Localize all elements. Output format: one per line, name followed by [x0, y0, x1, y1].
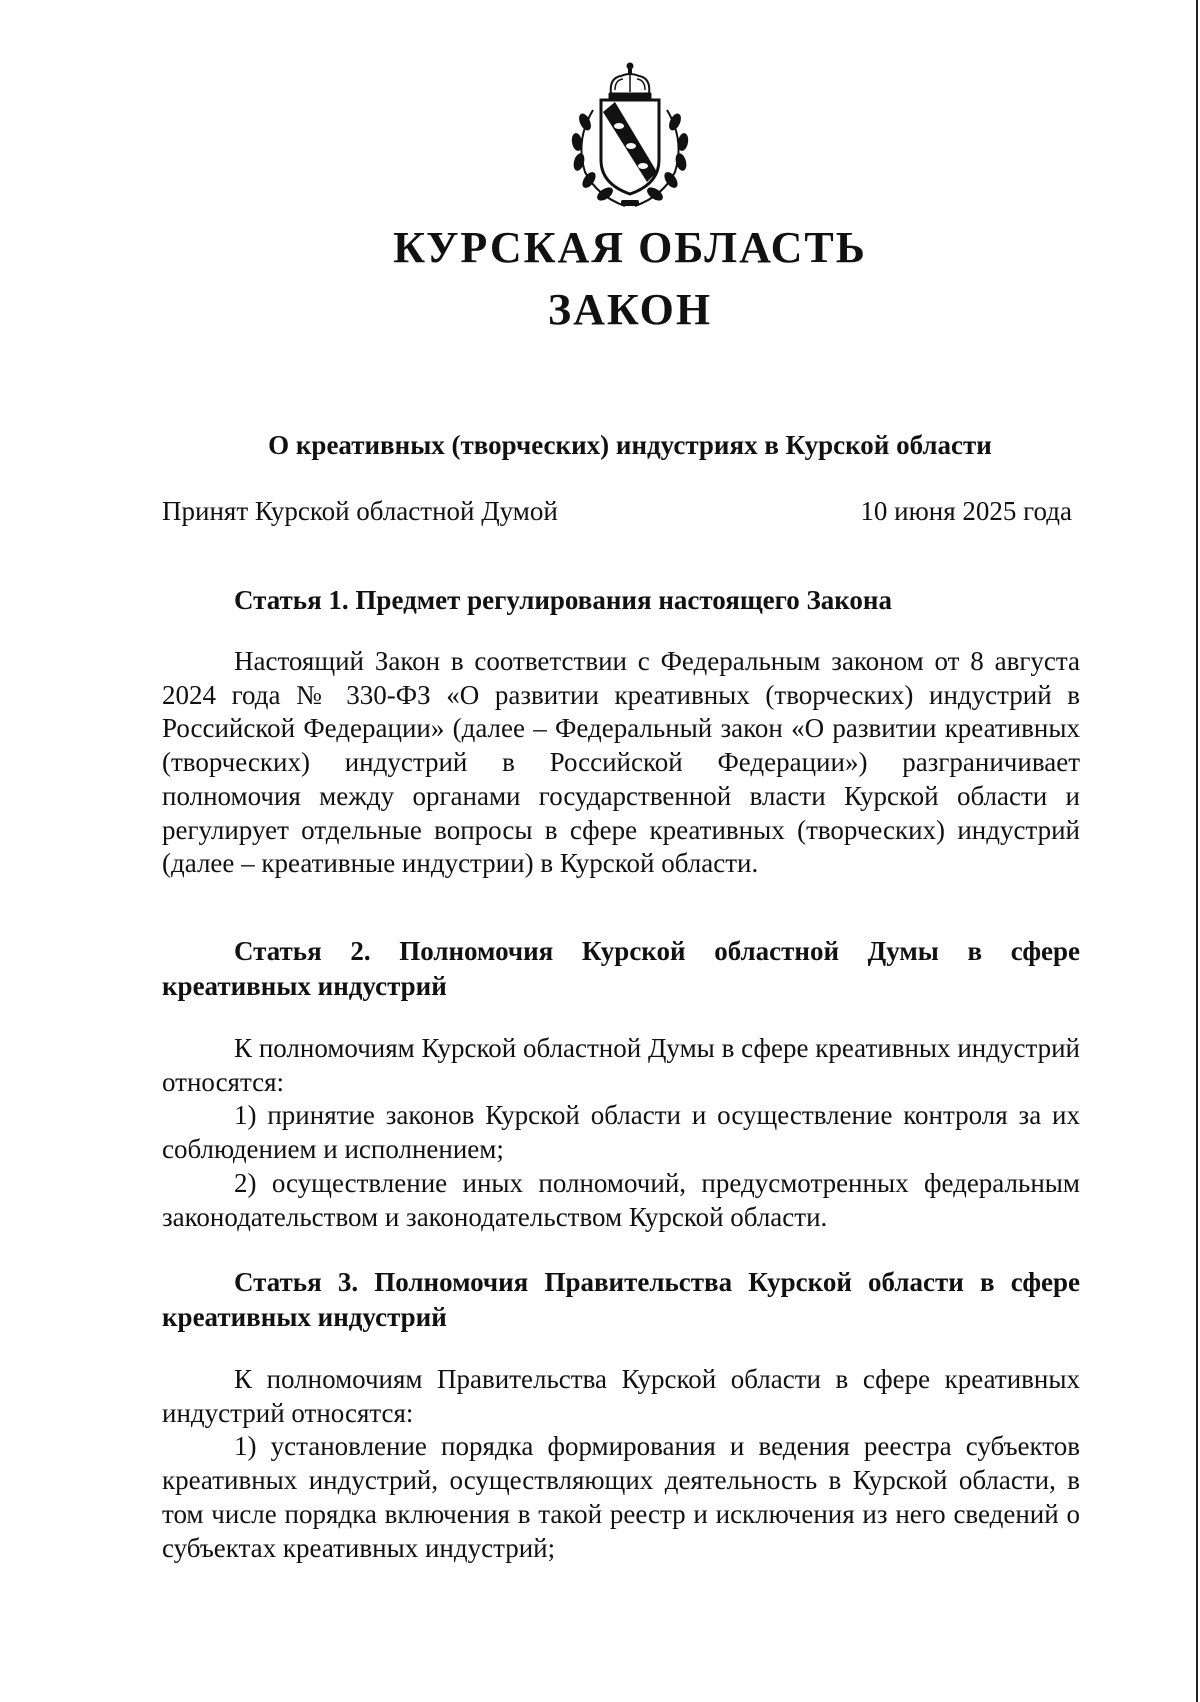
article-2-item-2: 2) осуществление иных полномочий, предусмотренных федеральным законодательством и законодательством Курской области. — [162, 1167, 1080, 1232]
article-3-body — [162, 1363, 1080, 1565]
region-heading: КУРСКАЯ ОБЛАСТЬ — [393, 223, 867, 272]
article-3-title: Статья 3. Полномочия Правительства Курской области в сфере креативных индустрий — [162, 1267, 1080, 1332]
article-1-body — [162, 645, 1080, 881]
article-1-paragraph-1: Настоящий Закон в соответствии с Федеральным законом от 8 августа 2024 года № 330-ФЗ «О развитии креативных (творческих) индустрий в Российской Федерации» (далее – Федеральный закон «О развитии креативных (творческих) индустрий в Российской Федерации») разграничивает полномочия между органами государственной власти Курской области и регулирует отдельные вопросы в сфере креативных (творческих) индустрий (далее – креативные индустрии) в Курской области. — [162, 646, 1080, 879]
article-2-item-1: 1) принятие законов Курской области и осуществление контроля за их соблюдением и исполнением; — [162, 1100, 1080, 1165]
document-type-heading: ЗАКОН — [547, 285, 713, 334]
article-2-paragraph-1: К полномочиям Курской областной Думы в сфере креативных индустрий относятся: — [162, 1033, 1080, 1097]
adoption-date: 10 июня 2025 года — [860, 496, 1072, 526]
article-3-item-1: 1) установление порядка формирования и ведения реестра субъектов креативных индустрий, осуществляющих деятельность в Курской области, в том числе порядка включения в такой реестр и исключения из него сведений о субъектах креативных индустрий; — [162, 1431, 1080, 1563]
article-2-title: Статья 2. Полномочия Курской областной Думы в сфере креативных индустрий — [162, 936, 1080, 1001]
article-1-title: Статья 1. Предмет регулирования настоящего Закона — [234, 585, 892, 615]
adoption-line — [162, 496, 1072, 532]
article-3-paragraph-1: К полномочиям Правительства Курской области в сфере креативных индустрий относятся: — [162, 1364, 1080, 1428]
adopted-by: Принят Курской областной Думой — [162, 496, 558, 526]
law-title: О креативных (творческих) индустриях в Курской области — [268, 430, 992, 460]
kursk-coat-of-arms-icon — [563, 60, 697, 210]
article-2-body — [162, 1032, 1080, 1234]
